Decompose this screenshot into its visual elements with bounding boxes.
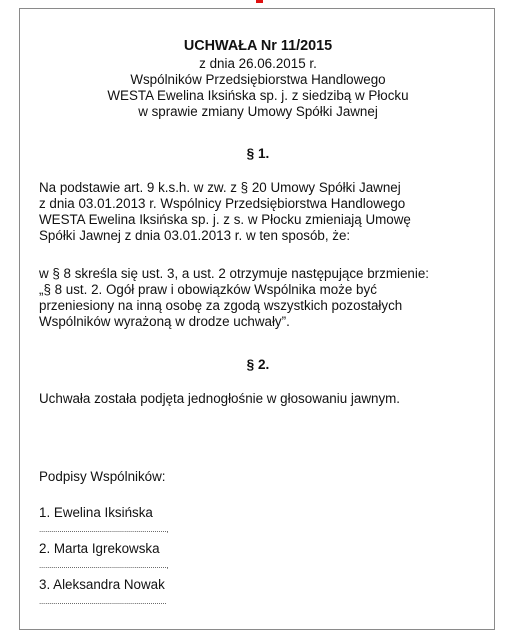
paragraph-line: przeniesiony na inną osobę za zgodą wszystkich pozostałych: [39, 298, 403, 313]
signature-line: ...............................................................: [39, 597, 167, 606]
signatory-name: 1. Ewelina Iksińska: [39, 505, 153, 520]
document-page: [19, 8, 495, 630]
paragraph-line: z dnia 03.01.2013 r. Wspólnicy Przedsiębiorstwa Handlowego: [39, 196, 406, 211]
signatory-name: 2. Marta Igrekowska: [39, 541, 160, 556]
section-1-heading: § 1.: [246, 146, 270, 161]
signatures-label: Podpisy Wspólników:: [39, 469, 166, 484]
paragraph-line: Na podstawie art. 9 k.s.h. w zw. z § 20 Umowy Spółki Jawnej: [39, 180, 401, 195]
paragraph-line: WESTA Ewelina Iksińska sp. j. z s. w Płocku zmieniają Umowę: [39, 212, 411, 227]
resolution-subject: w sprawie zmiany Umowy Spółki Jawnej: [138, 104, 378, 119]
resolution-title: UCHWAŁA Nr 11/2015: [183, 38, 333, 54]
section-2-heading: § 2.: [246, 357, 270, 372]
company-name: WESTA Ewelina Iksińska sp. j. z siedzibą w Płocku: [107, 88, 409, 103]
signatory-name: 3. Aleksandra Nowak: [39, 577, 165, 592]
paragraph-line: Spółki Jawnej z dnia 03.01.2013 r. w ten sposób, że:: [39, 228, 351, 243]
paragraph-line: Wspólników wyrażoną w drodze uchwały”.: [39, 314, 290, 329]
paragraph-line: w § 8 skreśla się ust. 3, a ust. 2 otrzymuje następujące brzmienie:: [39, 266, 429, 281]
signature-line: ...............................................................,: [39, 525, 169, 534]
resolution-issuer: Wspólników Przedsiębiorstwa Handlowego: [130, 72, 386, 87]
resolution-date: z dnia 26.06.2015 r.: [199, 56, 317, 71]
red-accent-mark: [256, 0, 263, 3]
signature-line: ...............................................................,: [39, 561, 169, 570]
section-2-text: Uchwała została podjęta jednogłośnie w głosowaniu jawnym.: [39, 391, 401, 406]
paragraph-line: „§ 8 ust. 2. Ogół praw i obowiązków Wspólnika może być: [39, 282, 377, 297]
